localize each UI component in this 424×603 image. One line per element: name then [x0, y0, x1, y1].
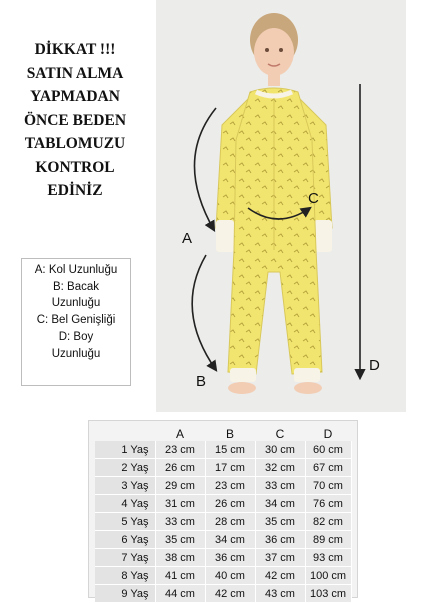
table-row [95, 531, 351, 549]
child-in-sleep-suit-illustration [156, 0, 406, 412]
table-row [95, 459, 351, 477]
age-cell: 6 Yaş [95, 531, 155, 549]
size-chart [88, 420, 358, 598]
value-cell: 17 cm [205, 459, 255, 477]
column-header: D [323, 427, 333, 441]
table-row [95, 513, 351, 531]
label-c: C [308, 190, 319, 207]
value-cell: 35 cm [155, 531, 205, 549]
age-cell: 7 Yaş [95, 549, 155, 567]
value-cell: 30 cm [255, 441, 305, 459]
table-row [95, 567, 351, 585]
label-b: B [196, 373, 207, 390]
value-cell: 32 cm [255, 459, 305, 477]
measurement-legend [21, 258, 131, 386]
column-header: B [225, 427, 234, 441]
column-header: A [175, 427, 184, 441]
warning-line: ÖNCE BEDEN [23, 111, 127, 129]
arrow-a [194, 108, 216, 230]
size-table [95, 427, 352, 603]
value-cell: 36 cm [205, 549, 255, 567]
value-cell: 38 cm [155, 549, 205, 567]
value-cell: 35 cm [255, 513, 305, 531]
legend-line: A: Kol Uzunluğu [34, 264, 118, 276]
age-cell: 5 Yaş [95, 513, 155, 531]
age-cell: 9 Yaş [95, 585, 155, 603]
product-photo [156, 0, 406, 412]
table-header-row [95, 427, 351, 441]
legend-line: D: Boy [58, 330, 94, 343]
value-cell: 82 cm [305, 513, 351, 531]
warning-line: EDİNİZ [47, 182, 103, 199]
value-cell: 34 cm [205, 531, 255, 549]
age-cell: 2 Yaş [95, 459, 155, 477]
column-header [95, 427, 155, 441]
value-cell: 44 cm [155, 585, 205, 603]
warning-line: SATIN ALMA [26, 64, 124, 82]
warning-line: KONTROL [35, 158, 115, 176]
value-cell: 42 cm [255, 567, 305, 585]
value-cell: 26 cm [155, 459, 205, 477]
value-cell: 42 cm [205, 585, 255, 603]
warning-line: TABLOMUZU [24, 135, 126, 152]
value-cell: 33 cm [255, 477, 305, 495]
value-cell: 23 cm [205, 477, 255, 495]
value-cell: 23 cm [155, 441, 205, 459]
value-cell: 103 cm [305, 585, 351, 603]
value-cell: 89 cm [305, 531, 351, 549]
age-cell: 4 Yaş [95, 495, 155, 513]
table-row [95, 549, 351, 567]
value-cell: 26 cm [205, 495, 255, 513]
value-cell: 28 cm [205, 513, 255, 531]
value-cell: 29 cm [155, 477, 205, 495]
table-row [95, 477, 351, 495]
table-row [95, 441, 351, 459]
value-cell: 76 cm [305, 495, 351, 513]
warning-text [6, 38, 144, 203]
value-cell: 70 cm [305, 477, 351, 495]
value-cell: 67 cm [305, 459, 351, 477]
warning-line: YAPMADAN [30, 88, 120, 105]
value-cell: 36 cm [255, 531, 305, 549]
value-cell: 33 cm [155, 513, 205, 531]
label-a: A [182, 230, 193, 247]
age-cell: 8 Yaş [95, 567, 155, 585]
age-cell: 3 Yaş [95, 477, 155, 495]
legend-line: B: Bacak [52, 280, 100, 293]
label-d: D [369, 357, 380, 374]
value-cell: 60 cm [305, 441, 351, 459]
table-row [95, 495, 351, 513]
pajama-suit [228, 88, 322, 374]
legend-line: Uzunluğu [51, 347, 101, 360]
value-cell: 43 cm [255, 585, 305, 603]
legend-line: Uzunluğu [51, 297, 101, 310]
value-cell: 93 cm [305, 549, 351, 567]
value-cell: 100 cm [305, 567, 351, 585]
value-cell: 40 cm [205, 567, 255, 585]
age-cell: 1 Yaş [95, 441, 155, 459]
warning-line: DİKKAT !!! [34, 41, 116, 58]
face [254, 28, 294, 76]
column-header: C [275, 427, 285, 441]
value-cell: 41 cm [155, 567, 205, 585]
value-cell: 15 cm [205, 441, 255, 459]
arrow-b [192, 255, 216, 370]
value-cell: 31 cm [155, 495, 205, 513]
legend-line: C: Bel Genişliği [36, 314, 116, 327]
value-cell: 37 cm [255, 549, 305, 567]
value-cell: 34 cm [255, 495, 305, 513]
